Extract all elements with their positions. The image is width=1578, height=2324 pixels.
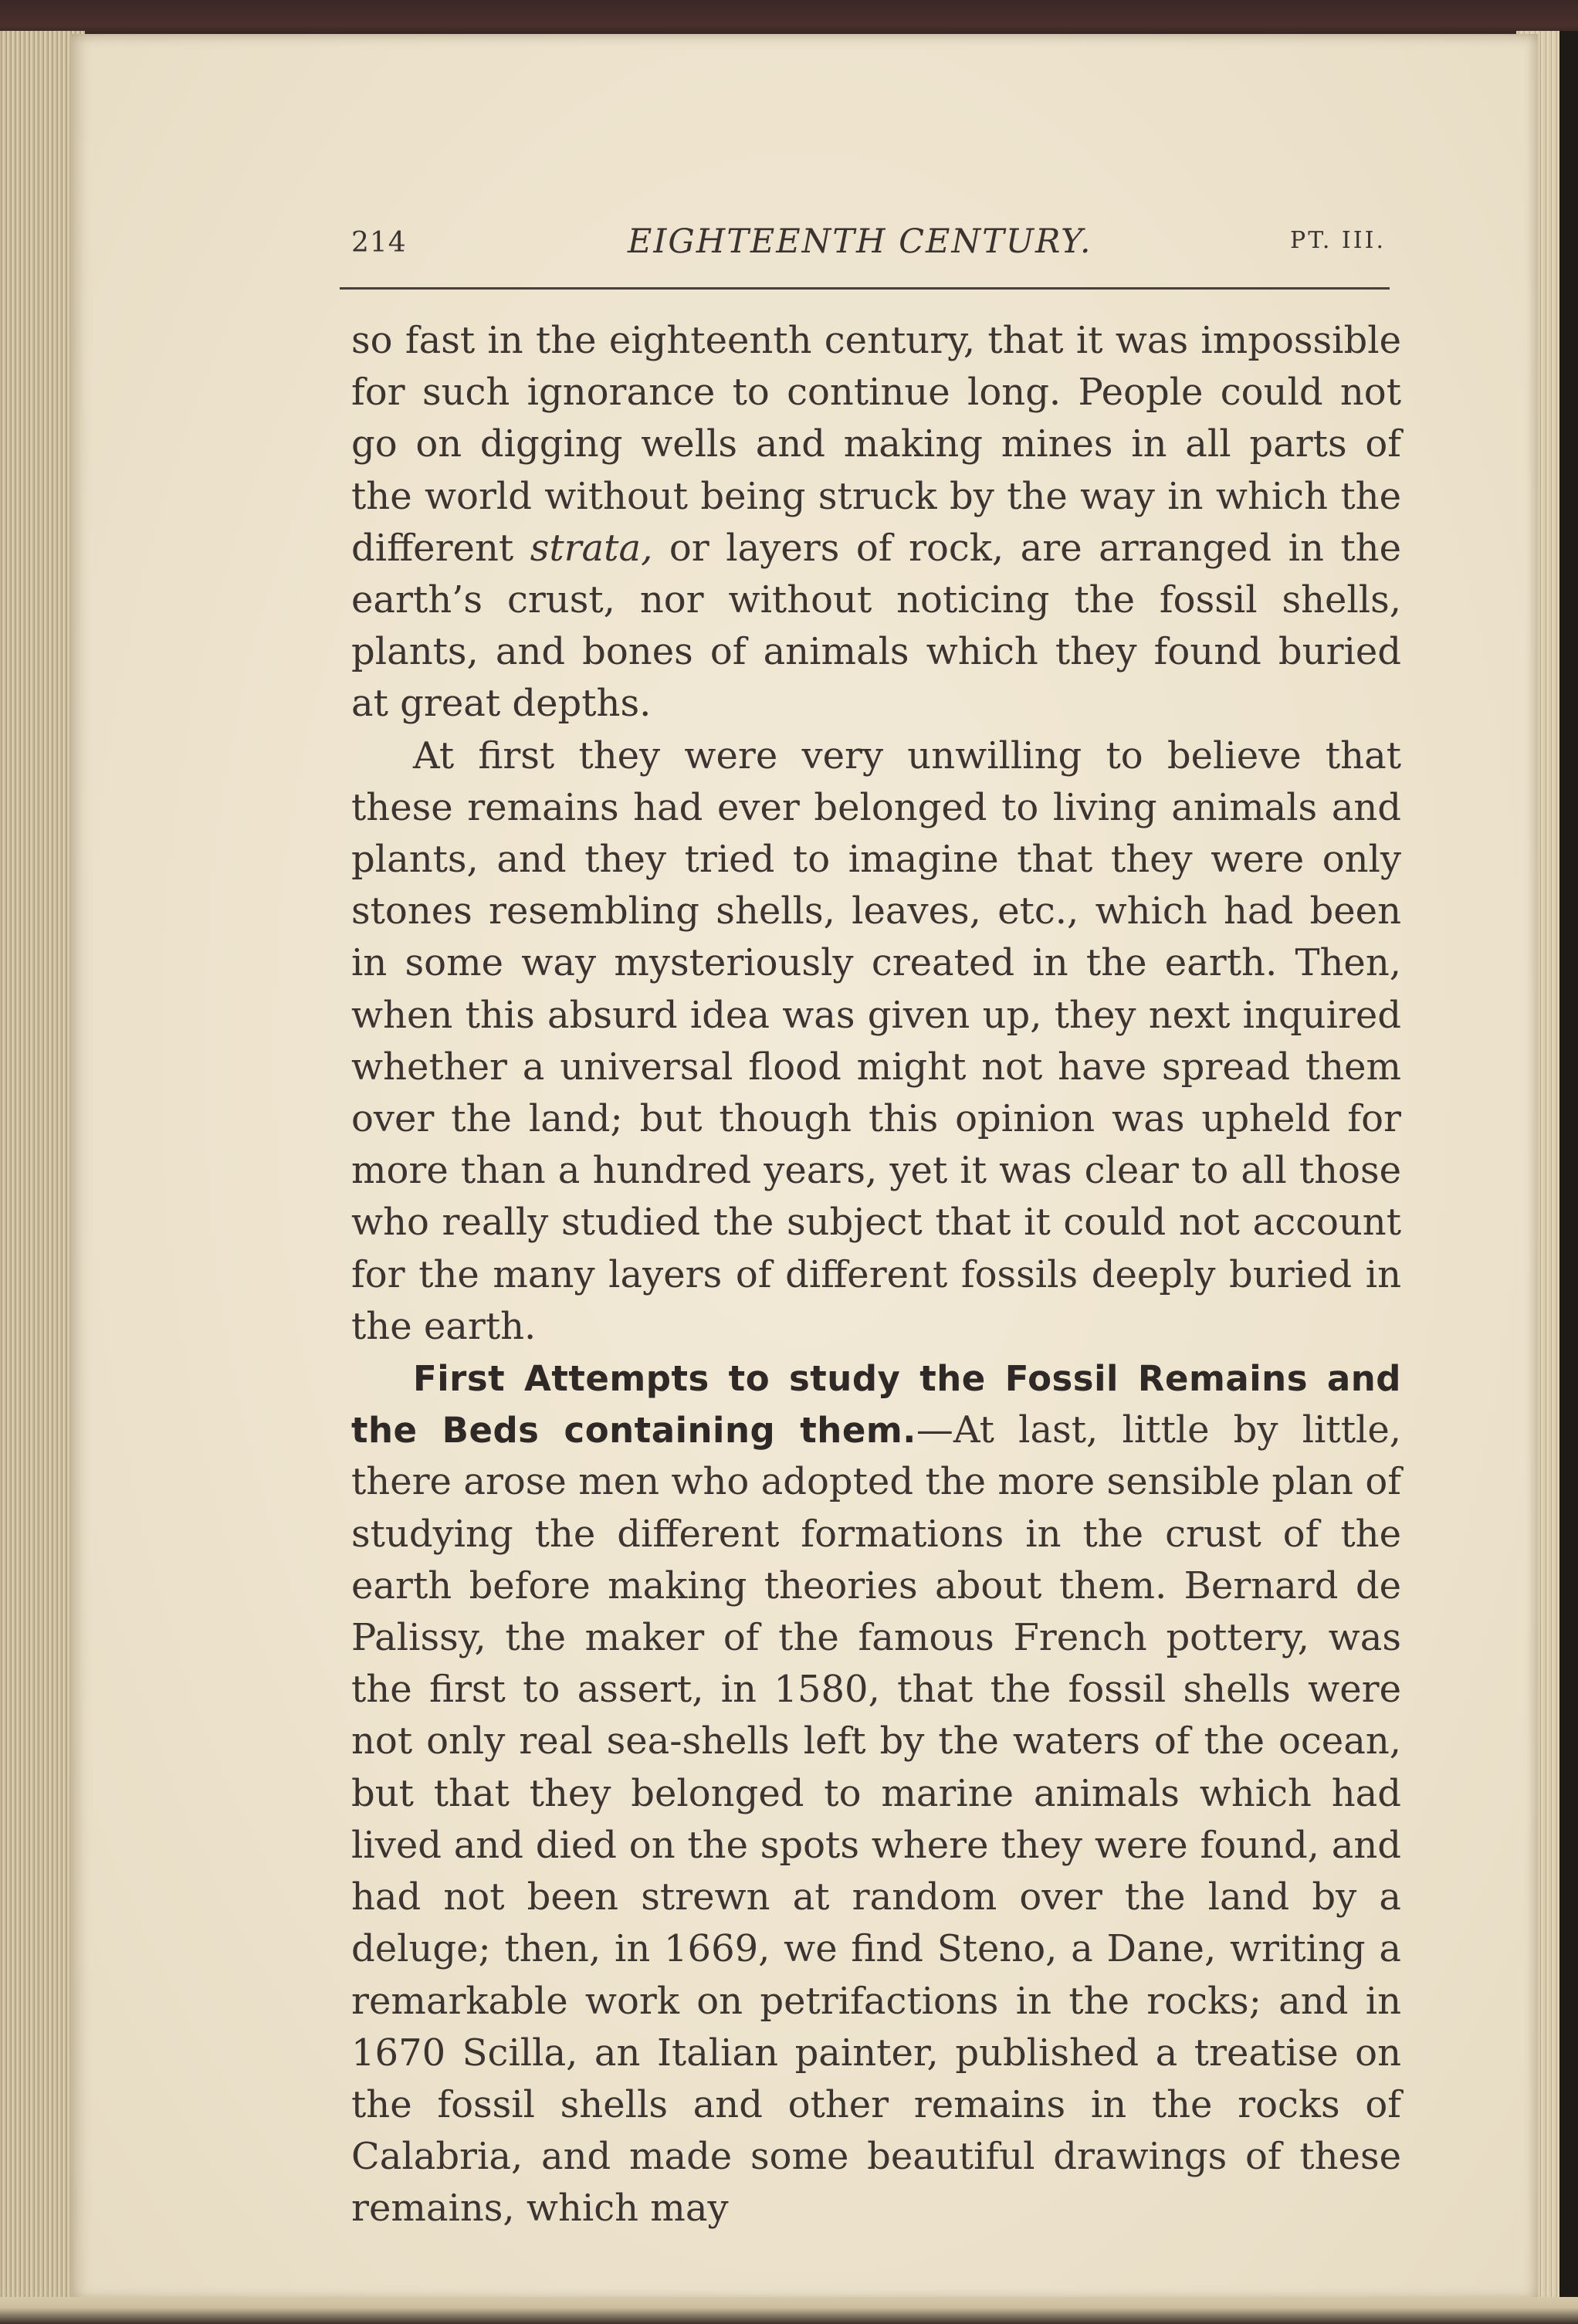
part-label: PT. III.: [1290, 227, 1386, 254]
paragraph-1-text-b: or layers of rock, are arranged in the earth’s crust, nor without noticing the fossil shells, plants, and bones of animals which they found buried at great depths.: [351, 526, 1402, 726]
paragraph-3: [351, 1353, 1401, 2234]
section-heading: First Attempts to study the Fossil Remains and the Beds containing them.: [351, 1358, 1401, 1452]
paragraph-1: [351, 315, 1401, 730]
book-top-edge: [0, 0, 1578, 37]
book-bottom-edge: [0, 2297, 1578, 2324]
body-text: [351, 315, 1401, 2235]
paragraph-3-text: —At last, little by little, there arose men who adopted the more sensible plan of studying the different formations in the crust of the earth before making theories about them. Bernard de Palissy, the maker of the famous French pottery, was the first to assert, in 1580, that the fossil shells were not only real sea-shells left by the waters of the ocean, but that they belonged to marine animals which had lived and died on the spots where they were found, and had not been strewn at random over the land by a deluge; then, in 1669, we find Steno, a Dane, writing a remarkable work on petrifactions in the rocks; and in 1670 Scilla, an Italian painter, published a treatise on the fossil shells and other remains in the rocks of Calabria, and made some beautiful drawings of these remains, which may: [351, 1408, 1401, 2231]
header-rule: [340, 287, 1390, 290]
paragraph-2: At first they were very unwilling to believe that these remains had ever belonged to living animals and plants, and they tried to imagine that they were only stones resembling shells, leaves, etc., which had been in some way mysteriously created in the earth. Then, when this absurd idea was given up, they next inquired whether a universal flood might not have spread them over the land; but though this opinion was upheld for more than a hundred years, yet it was clear to all those who really studied the subject that it could not account for the many layers of different fossils deeply buried in the earth.: [351, 733, 1401, 1348]
running-title: EIGHTEENTH CENTURY.: [628, 222, 1092, 261]
page-number: 214: [351, 227, 407, 259]
italic-term: strata,: [530, 526, 653, 570]
paragraph-1-text-a: so fast in the eighteenth century, that it was impossible for such ignorance to continue long. People could not go on digging wells and making mines in all parts of the world without being struck by the way in which the different: [351, 319, 1401, 570]
page-header: [351, 216, 1386, 270]
